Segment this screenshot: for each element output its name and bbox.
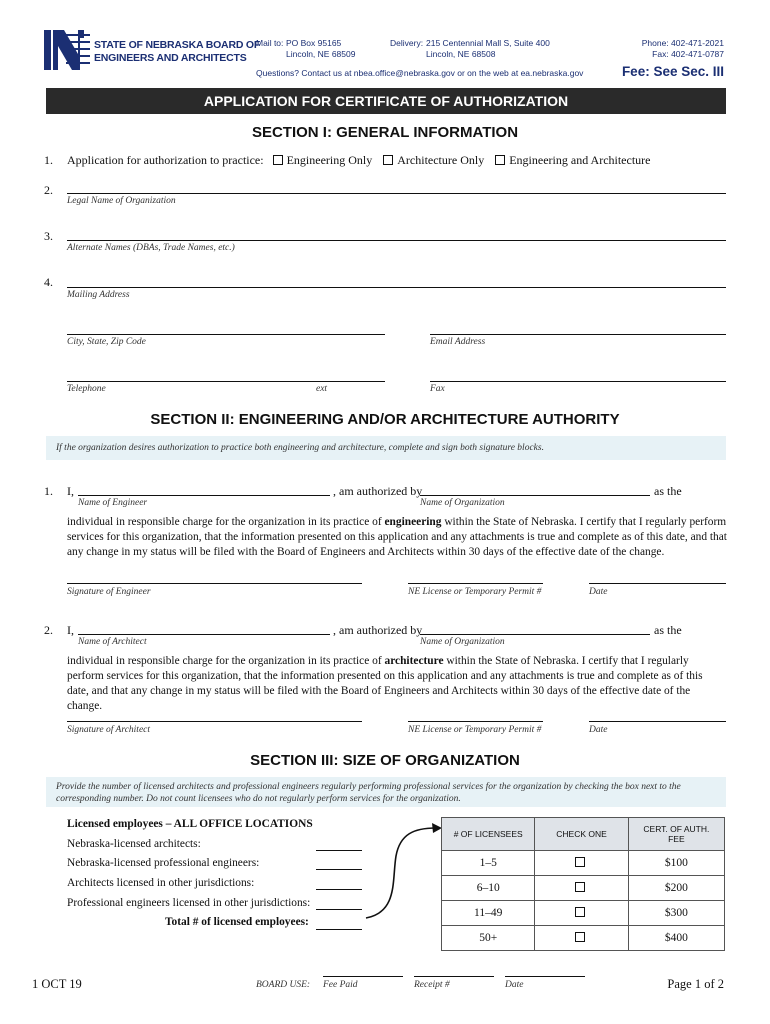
- other-architects-count-field[interactable]: [316, 889, 362, 890]
- col-licensees: # OF LICENSEES: [442, 818, 535, 851]
- fee-table-header: [442, 818, 725, 851]
- delivery-line2: Lincoln, NE 68508: [426, 49, 496, 59]
- architect-organization-field[interactable]: [420, 634, 650, 635]
- architect-name-field[interactable]: [78, 634, 330, 635]
- total-count-field[interactable]: [316, 929, 362, 930]
- engineer-certification-text: [67, 515, 727, 560]
- ne-architects-count-field[interactable]: [316, 850, 362, 851]
- section3-title: SECTION III: SIZE OF ORGANIZATION: [250, 752, 520, 769]
- org-name-line1: STATE OF NEBRASKA BOARD OF: [94, 39, 261, 51]
- telephone-field[interactable]: [67, 381, 385, 382]
- q4-number: 4.: [44, 275, 53, 289]
- employees-heading: Licensed employees – ALL OFFICE LOCATIONS: [67, 818, 313, 830]
- checkbox-size-11-49[interactable]: [575, 907, 585, 917]
- phone-fax: [642, 38, 724, 60]
- employees-row-other-engineers: Professional engineers licensed in other jurisdictions:: [67, 897, 311, 909]
- opt1-label: Engineering Only: [286, 153, 373, 167]
- delivery-address: [390, 38, 550, 59]
- engineer-as-the: as the: [654, 484, 682, 498]
- mail-to-address: [256, 38, 356, 59]
- q1-number: 1.: [44, 153, 53, 167]
- fee-cell: $300: [628, 901, 724, 926]
- table-row: [442, 926, 725, 951]
- architect-i-label: I,: [67, 623, 74, 637]
- engineer-para-post: within the State of Nebraska. I certify that I regularly perform services for this organization, that the information presented on this application and any attachments is true and complete as of this date, and that any change in my status will be filed with the Board of Engineers and Architects within 30 days of the effective date of the change.: [67, 516, 727, 558]
- table-row: [442, 876, 725, 901]
- email-field[interactable]: [430, 334, 726, 335]
- engineer-license-label: NE License or Temporary Permit #: [408, 587, 542, 597]
- fee-cell: $400: [628, 926, 724, 951]
- employees-row-ne-engineers: Nebraska-licensed professional engineers:: [67, 857, 260, 869]
- other-engineers-count-field[interactable]: [316, 909, 362, 910]
- board-date-label: Date: [505, 980, 524, 990]
- q2-number: 2.: [44, 183, 53, 197]
- org-name-line2: ENGINEERS AND ARCHITECTS: [94, 52, 247, 64]
- check-cell[interactable]: [535, 926, 628, 951]
- range-cell: 6–10: [442, 876, 535, 901]
- checkbox-size-6-10[interactable]: [575, 882, 585, 892]
- engineer-date-field[interactable]: [589, 583, 726, 584]
- section3-note: Provide the number of licensed architects and professional engineers regularly performing professional services for the organization by checking the box next to the corresponding number. Do not count licensees who do not regularly perform services for the organization.: [46, 777, 726, 807]
- architect-license-label: NE License or Temporary Permit #: [408, 725, 542, 735]
- email-label: Email Address: [430, 337, 486, 347]
- range-cell: 11–49: [442, 901, 535, 926]
- architect-name-label: Name of Architect: [78, 637, 147, 647]
- table-row: [442, 851, 725, 876]
- engineer-name-label: Name of Engineer: [78, 498, 148, 508]
- engineer-para-pre: individual in responsible charge for the organization in its practice of: [67, 516, 382, 528]
- option-engineering-only[interactable]: [273, 153, 373, 167]
- page-title: APPLICATION FOR CERTIFICATE OF AUTHORIZATION: [203, 93, 569, 109]
- fax-number: Fax: 402-471-0787: [652, 49, 724, 59]
- engineer-organization-label: Name of Organization: [420, 498, 505, 508]
- telephone-label: Telephone: [67, 384, 106, 394]
- questions-contact: Questions? Contact us at nbea.office@nebraska.gov or on the web at ea.nebraska.gov: [256, 68, 584, 78]
- employees-row-ne-architects: Nebraska-licensed architects:: [67, 838, 201, 850]
- board-use-label: BOARD USE:: [256, 980, 311, 990]
- option-architecture-only[interactable]: [383, 153, 484, 167]
- legal-name-label: Legal Name of Organization: [67, 196, 176, 206]
- delivery-label: Delivery:: [390, 38, 424, 48]
- q1-text: Application for authorization to practice:: [67, 153, 264, 167]
- ext-label: ext: [316, 384, 328, 394]
- q1-question: [67, 153, 651, 168]
- range-cell: 50+: [442, 926, 535, 951]
- ne-engineers-count-field[interactable]: [316, 869, 362, 870]
- checkbox-engineering-only[interactable]: [273, 155, 283, 165]
- org-name: [94, 39, 260, 65]
- engineer-number: 1.: [44, 484, 53, 498]
- fee-cell: $100: [628, 851, 724, 876]
- section1-title: SECTION I: GENERAL INFORMATION: [251, 124, 519, 141]
- city-state-zip-label: City, State, Zip Code: [67, 337, 146, 347]
- revision-date: 1 OCT 19: [32, 977, 82, 991]
- section2-title: SECTION II: ENGINEERING AND/OR ARCHITECTURE AUTHORITY: [150, 411, 620, 428]
- employees-row-other-architects: Architects licensed in other jurisdictions:: [67, 877, 255, 889]
- col-fee: CERT. OF AUTH. FEE: [628, 818, 724, 851]
- mail-line2: Lincoln, NE 68509: [286, 49, 356, 59]
- checkbox-engineering-and-architecture[interactable]: [495, 155, 505, 165]
- page-number: Page 1 of 2: [667, 977, 724, 991]
- architect-as-the: as the: [654, 623, 682, 637]
- fee-paid-field[interactable]: [323, 976, 403, 977]
- fee-table: [441, 817, 725, 951]
- city-state-zip-field[interactable]: [67, 334, 385, 335]
- fax-field[interactable]: [430, 381, 726, 382]
- architect-license-field[interactable]: [408, 721, 543, 722]
- mailing-address-field[interactable]: [67, 287, 726, 288]
- title-bar: [46, 88, 726, 114]
- receipt-field[interactable]: [414, 976, 494, 977]
- board-date-field[interactable]: [505, 976, 585, 977]
- fee-reference: Fee: See Sec. III: [621, 64, 724, 79]
- engineer-date-label: Date: [589, 587, 608, 597]
- architect-para-bold: architecture: [384, 655, 444, 667]
- architect-certification-text: [67, 654, 727, 714]
- legal-name-field[interactable]: [67, 193, 726, 194]
- engineer-name-field[interactable]: [78, 495, 330, 496]
- board-logo: [44, 28, 90, 72]
- range-cell: 1–5: [442, 851, 535, 876]
- architect-para-pre: individual in responsible charge for the organization in its practice of: [67, 655, 382, 667]
- engineer-organization-field[interactable]: [420, 495, 650, 496]
- delivery-line1: 215 Centennial Mall S, Suite 400: [426, 38, 550, 48]
- architect-date-label: Date: [589, 725, 608, 735]
- engineer-signature-label: Signature of Engineer: [67, 587, 151, 597]
- engineer-i-label: I,: [67, 484, 74, 498]
- check-cell[interactable]: [535, 901, 628, 926]
- option-engineering-and-architecture[interactable]: [495, 153, 650, 167]
- table-row: [442, 901, 725, 926]
- checkbox-size-1-5[interactable]: [575, 857, 585, 867]
- opt3-label: Engineering and Architecture: [509, 153, 651, 167]
- fee-paid-label: Fee Paid: [323, 980, 358, 990]
- architect-date-field[interactable]: [589, 721, 726, 722]
- mail-label: Mail to:: [256, 38, 284, 48]
- architect-signature-label: Signature of Architect: [67, 725, 151, 735]
- architect-authorized-by: , am authorized by: [333, 623, 423, 637]
- checkbox-architecture-only[interactable]: [383, 155, 393, 165]
- architect-signature-field[interactable]: [67, 721, 362, 722]
- engineer-license-field[interactable]: [408, 583, 543, 584]
- phone-number: Phone: 402-471-2021: [641, 38, 724, 48]
- engineer-authorized-by: , am authorized by: [333, 484, 423, 498]
- section2-note: If the organization desires authorization to practice both engineering and architecture, complete and sign both signature blocks.: [46, 436, 726, 460]
- fax-label: Fax: [430, 384, 445, 394]
- mail-line1: PO Box 95165: [286, 38, 342, 48]
- check-cell[interactable]: [535, 851, 628, 876]
- architect-para-post: within the State of Nebraska. I certify that I regularly perform services for this organization, that the information presented on this application and any attachments is true and complete as of this date, and that any change in my status will be filed with the Board of Engineers and Architects within 30 days of the effective date of the change.: [67, 655, 703, 712]
- alternate-names-field[interactable]: [67, 240, 726, 241]
- employees-total-label: Total # of licensed employees:: [165, 916, 309, 928]
- engineer-para-bold: engineering: [384, 516, 442, 528]
- q3-number: 3.: [44, 229, 53, 243]
- architect-number: 2.: [44, 623, 53, 637]
- check-cell[interactable]: [535, 876, 628, 901]
- fee-cell: $200: [628, 876, 724, 901]
- arrow-icon: [362, 820, 444, 922]
- mailing-address-label: Mailing Address: [67, 290, 130, 300]
- engineer-signature-field[interactable]: [67, 583, 362, 584]
- col-check-one: CHECK ONE: [535, 818, 628, 851]
- architect-organization-label: Name of Organization: [420, 637, 505, 647]
- opt2-label: Architecture Only: [397, 153, 485, 167]
- alternate-names-label: Alternate Names (DBAs, Trade Names, etc.): [67, 243, 235, 253]
- receipt-label: Receipt #: [414, 980, 450, 990]
- checkbox-size-50-plus[interactable]: [575, 932, 585, 942]
